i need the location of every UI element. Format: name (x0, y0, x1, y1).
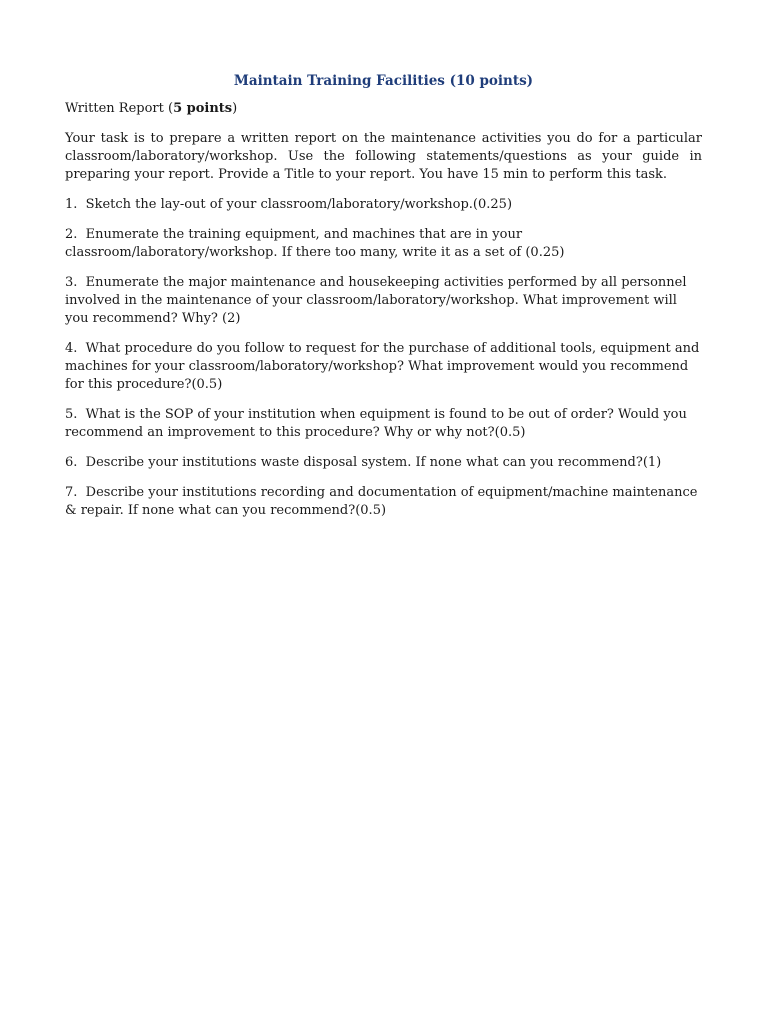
task-instructions: Your task is to prepare a written report on the maintenance activities you do for a particular classroom/laboratory/workshop. Use the following statements/questions as your guide in preparing your report. Provide a Title to your report. You have 15 min to perform this task. (65, 131, 702, 182)
question-number: 5. (65, 407, 78, 422)
question-item (65, 226, 702, 262)
question-item (65, 340, 702, 394)
question-number: 4. (65, 341, 78, 356)
question-list (65, 196, 702, 520)
question-item (65, 484, 702, 520)
question-number: 1. (65, 197, 78, 212)
question-number: 6. (65, 455, 78, 470)
question-item (65, 274, 702, 328)
question-text: Describe your institutions recording and documentation of equipment/machine maintenance & repair. If none what can you recommend?(0.5) (65, 485, 698, 518)
question-number: 2. (65, 227, 78, 242)
question-text: Describe your institutions waste disposal system. If none what can you recommend?(1) (85, 455, 662, 470)
question-item (65, 454, 702, 472)
subtitle-prefix: Written Report ( (65, 101, 174, 116)
question-text: Sketch the lay-out of your classroom/laboratory/workshop.(0.25) (85, 197, 513, 212)
question-item (65, 406, 702, 442)
question-text: Enumerate the major maintenance and housekeeping activities performed by all personnel involved in the maintenance of your classroom/laboratory/workshop. What improvement will you recommend? Why? (2) (65, 275, 687, 326)
subtitle-suffix: ) (232, 101, 238, 116)
subtitle-points: 5 points (173, 101, 233, 116)
question-number: 3. (65, 275, 78, 290)
question-text: What procedure do you follow to request for the purchase of additional tools, equipment and machines for your classroom/laboratory/workshop? What improvement would you recommend for this procedure?(0.5) (65, 341, 700, 392)
written-report-heading (65, 100, 702, 118)
question-number: 7. (65, 485, 78, 500)
document-title: Maintain Training Facilities (10 points) (233, 73, 534, 89)
question-text: What is the SOP of your institution when equipment is found to be out of order? Would you recommend an improvement to this procedure? Why or why not?(0.5) (65, 407, 687, 440)
question-text: Enumerate the training equipment, and machines that are in your classroom/laboratory/workshop. If there too many, write it as a set of (0.25) (65, 227, 565, 260)
question-item (65, 196, 702, 214)
